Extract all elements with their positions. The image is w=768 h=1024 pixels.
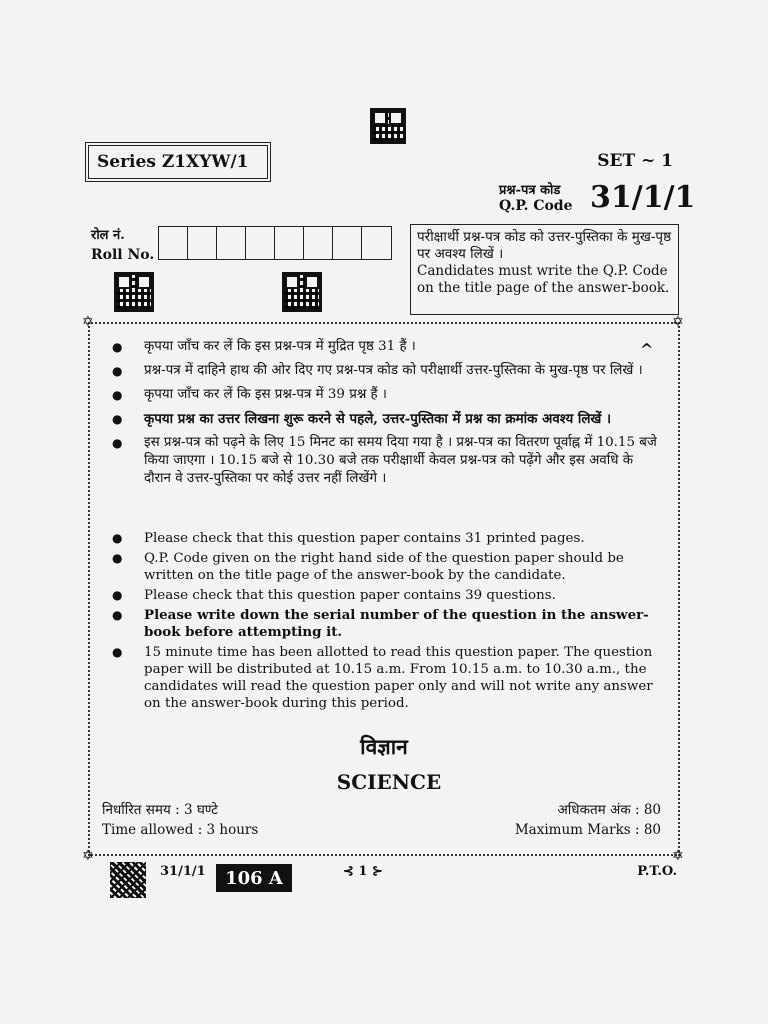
roll-number-boxes[interactable] [158,226,392,260]
footer-badge [216,864,292,892]
caret-mark: ^ [640,340,654,359]
roll-cell[interactable] [188,227,217,259]
bullet-icon: ● [112,645,123,659]
series-box [88,145,268,179]
roll-cell[interactable] [246,227,275,259]
list-item: ● Please write down the serial number of the question in the answer-book before attempting it. [112,607,649,640]
list-item: ● कृपया जाँच कर लें कि इस प्रश्न-पत्र में मुद्रित पृष्ठ 31 हैं । [112,339,416,354]
roll-label-english: Roll No. [91,247,155,263]
list-item: ● कृपया जाँच कर लें कि इस प्रश्न-पत्र में 39 प्रश्न हैं । [112,387,387,402]
roll-cell[interactable] [304,227,333,259]
barcode-icon [110,862,146,898]
qr-code-middle [282,272,322,312]
bullet-icon: ● [112,608,123,622]
time-allowed-hindi: निर्धारित समय : 3 घण्टे [102,802,218,818]
english-instructions [112,530,664,716]
star-ornament: ✡ [672,314,684,330]
footer-code: 31/1/1 [160,864,206,879]
list-item: ● प्रश्न-पत्र में दाहिने हाथ की ओर दिए गए प्रश्न-पत्र कोड को परीक्षार्थी उत्तर-पुस्तिका के मुख-पृष्ठ पर लिखें । [112,363,643,378]
qp-code: 31/1/1 [590,180,696,215]
star-ornament: ✡ [82,848,94,864]
qr-code-top [370,108,406,144]
series-label: Series Z1XYW/1 [97,152,249,172]
bullet-icon: ● [112,388,123,402]
ornament-right-icon: ⊱ [367,864,383,879]
qp-instruction-english: Candidates must write the Q.P. Code on the title page of the answer-book. [417,263,670,296]
roll-cell[interactable] [333,227,362,259]
star-ornament: ✡ [82,314,94,330]
pto-label: P.T.O. [637,864,677,879]
max-marks-hindi: अधिकतम अंक : 80 [557,802,661,818]
qp-instruction-hindi: परीक्षार्थी प्रश्न-पत्र कोड को उत्तर-पुस्तिका के मुख-पृष्ठ पर अवश्य लिखें । [417,229,672,262]
qr-code-left [114,272,154,312]
bullet-icon: ● [112,551,123,565]
max-marks-english: Maximum Marks : 80 [514,822,661,838]
bullet-icon: ● [112,436,123,450]
star-ornament: ✡ [672,848,684,864]
list-item: ● Q.P. Code given on the right hand side of the question paper should be written on the title page of the answer-book by the candidate. [112,551,624,583]
roll-cell[interactable] [275,227,304,259]
list-item: ● 15 minute time has been allotted to read this question paper. The question paper will be distributed at 10.15 a.m. From 10.15 a.m. to 10.30 a.m., the candidates will read the question paper only and will not write any answer on the answer-book during this period. [112,645,653,711]
roll-cell[interactable] [159,227,188,259]
qp-label-english: Q.P. Code [499,198,573,214]
subject-title-hindi: विज्ञान [360,734,408,759]
footer-badge-label: 106 A [225,867,283,889]
hindi-instructions [112,338,664,492]
subject-title-english: SCIENCE [336,770,442,794]
set-label: SET ~ 1 [597,151,673,171]
list-item: ● कृपया प्रश्न का उत्तर लिखना शुरू करने से पहले, उत्तर-पुस्तिका में प्रश्न का क्रमांक अवश्य लिखें । [112,411,612,427]
time-allowed-english: Time allowed : 3 hours [102,822,259,838]
bullet-icon: ● [112,412,123,426]
page-number: ⊰ 1 ⊱ [343,864,383,879]
bullet-icon: ● [112,340,123,354]
roll-cell[interactable] [217,227,246,259]
bullet-icon: ● [112,588,123,602]
list-item: ● Please check that this question paper contains 31 printed pages. [112,531,585,546]
roll-label-hindi: रोल नं. [91,228,125,243]
roll-cell[interactable] [362,227,391,259]
bullet-icon: ● [112,531,123,545]
list-item: ● Please check that this question paper contains 39 questions. [112,588,556,603]
qp-instruction-box [410,224,679,315]
list-item: ● इस प्रश्न-पत्र को पढ़ने के लिए 15 मिनट का समय दिया गया है । प्रश्न-पत्र का वितरण पूर्वाह्न में 10.15 बजे किया जाएगा । 10.15 बजे से 10.30 बजे तक परीक्षार्थी केवल प्रश्न-पत्र को पढ़ेंगे और इस अवधि के दौरान वे उत्तर-पुस्तिका पर कोई उत्तर नहीं लिखेंगे । [112,435,657,486]
bullet-icon: ● [112,364,123,378]
qp-label-hindi: प्रश्न-पत्र कोड [499,183,561,198]
ornament-left-icon: ⊰ [343,864,359,879]
